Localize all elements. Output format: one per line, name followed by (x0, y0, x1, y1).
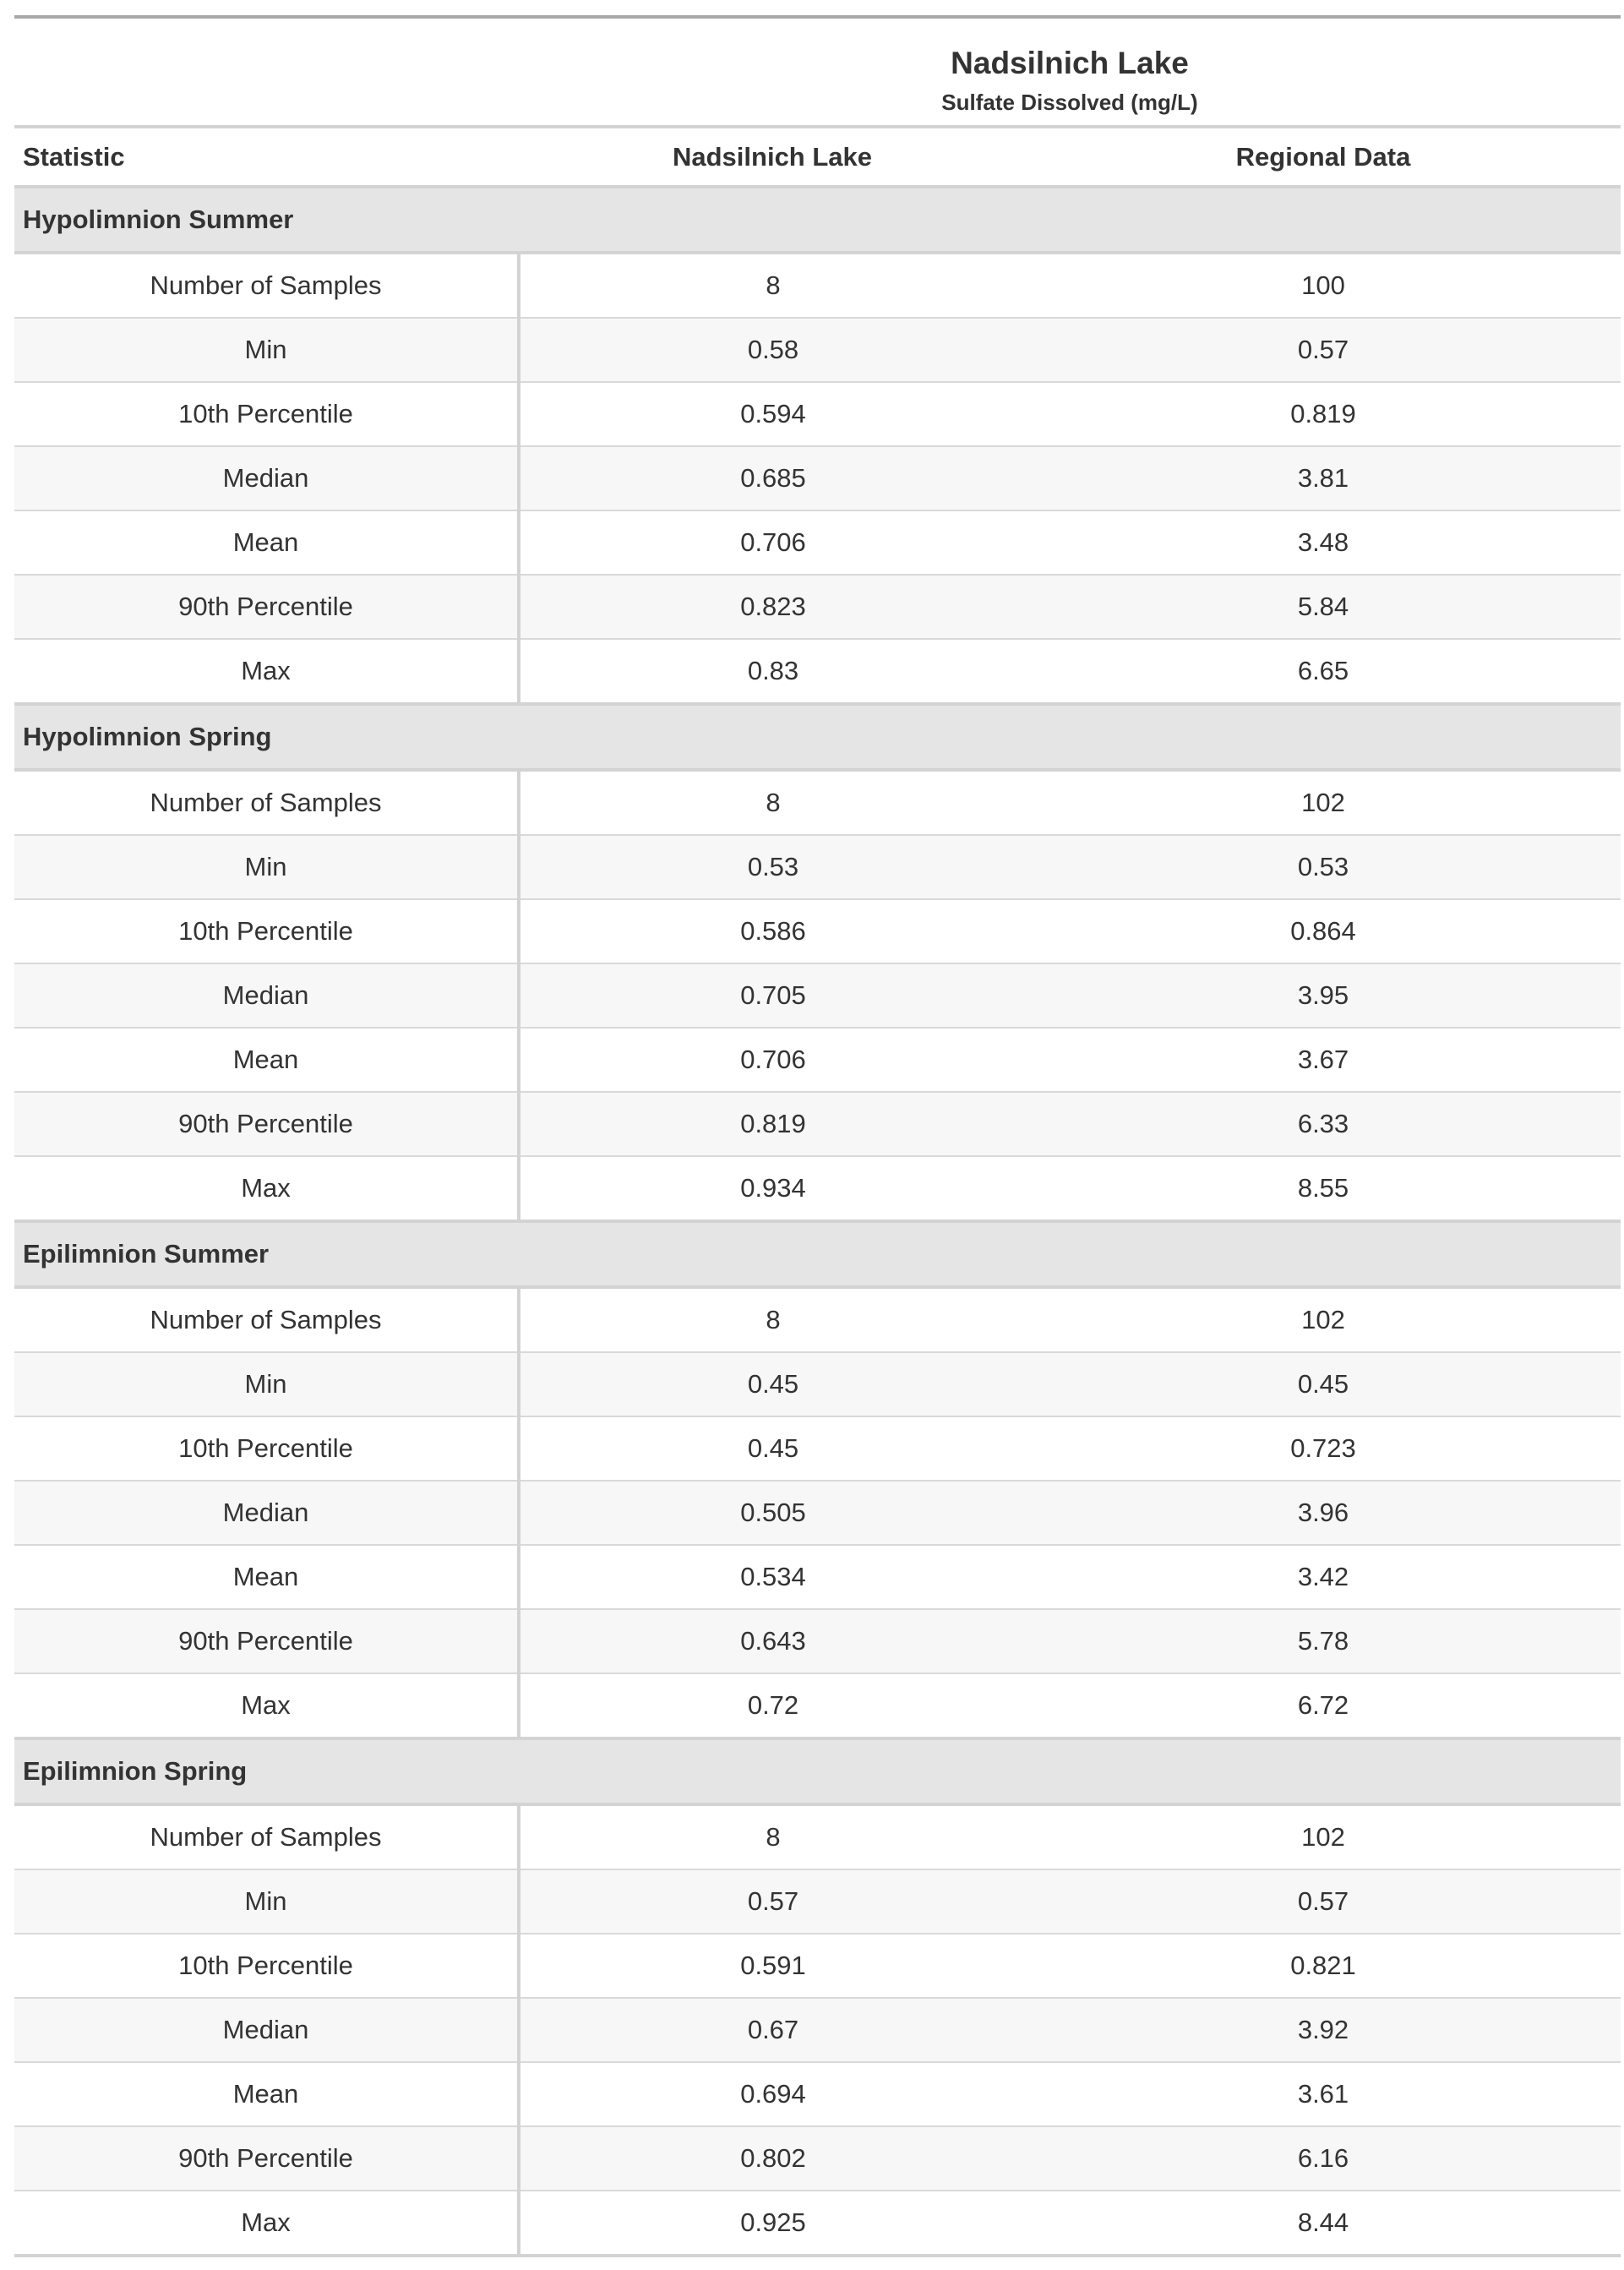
lake-value-cell: 0.72 (519, 1673, 1026, 1738)
regional-value-cell: 5.78 (1026, 1609, 1621, 1673)
regional-value-cell: 6.16 (1026, 2126, 1621, 2191)
statistic-cell: Mean (14, 1028, 519, 1092)
regional-value-cell: 6.33 (1026, 1092, 1621, 1156)
lake-value-cell: 0.83 (519, 639, 1026, 704)
statistic-cell: Max (14, 639, 519, 704)
lake-value-cell: 0.925 (519, 2191, 1026, 2256)
title-row (14, 17, 1621, 88)
lake-value-cell: 0.934 (519, 1156, 1026, 1221)
table-row (14, 1934, 1621, 1998)
regional-value-cell: 100 (1026, 253, 1621, 318)
table-row (14, 2062, 1621, 2126)
table-row (14, 253, 1621, 318)
column-header-regional: Regional Data (1026, 127, 1621, 187)
statistic-cell: Min (14, 1352, 519, 1416)
lake-value-cell: 0.67 (519, 1998, 1026, 2062)
lake-value-cell: 8 (519, 1804, 1026, 1869)
table-row (14, 2126, 1621, 2191)
regional-value-cell: 102 (1026, 1287, 1621, 1352)
table-row (14, 446, 1621, 510)
statistic-cell: Number of Samples (14, 1804, 519, 1869)
table-row (14, 1609, 1621, 1673)
statistic-cell: Mean (14, 510, 519, 575)
group-header-row (14, 1221, 1621, 1287)
statistic-cell: Number of Samples (14, 770, 519, 835)
table-row (14, 1287, 1621, 1352)
statistic-cell: 90th Percentile (14, 1092, 519, 1156)
regional-value-cell: 3.61 (1026, 2062, 1621, 2126)
group-header-row (14, 187, 1621, 253)
table-title: Nadsilnich Lake (951, 46, 1189, 80)
table-row (14, 1869, 1621, 1934)
group-header-row (14, 1738, 1621, 1804)
regional-value-cell: 3.92 (1026, 1998, 1621, 2062)
statistic-cell: Median (14, 446, 519, 510)
regional-value-cell: 0.57 (1026, 318, 1621, 382)
statistic-cell: Mean (14, 1545, 519, 1609)
table-row (14, 770, 1621, 835)
table-row (14, 318, 1621, 382)
summary-statistics-table (14, 15, 1621, 2257)
statistic-cell: Min (14, 318, 519, 382)
regional-value-cell: 6.65 (1026, 639, 1621, 704)
statistic-cell: 10th Percentile (14, 382, 519, 446)
table-row (14, 1092, 1621, 1156)
table-row (14, 1028, 1621, 1092)
regional-value-cell: 102 (1026, 770, 1621, 835)
table-row (14, 1416, 1621, 1481)
statistic-cell: Median (14, 1998, 519, 2062)
statistic-cell: Number of Samples (14, 253, 519, 318)
group-label: Hypolimnion Spring (14, 704, 1621, 770)
lake-value-cell: 0.45 (519, 1352, 1026, 1416)
table-row (14, 382, 1621, 446)
lake-value-cell: 0.534 (519, 1545, 1026, 1609)
lake-value-cell: 0.505 (519, 1481, 1026, 1545)
regional-value-cell: 3.48 (1026, 510, 1621, 575)
lake-value-cell: 0.685 (519, 446, 1026, 510)
table-row (14, 1352, 1621, 1416)
statistic-cell: Max (14, 2191, 519, 2256)
statistic-cell: 10th Percentile (14, 1416, 519, 1481)
statistic-cell: 90th Percentile (14, 2126, 519, 2191)
group-label: Hypolimnion Summer (14, 187, 1621, 253)
column-header-lake: Nadsilnich Lake (519, 127, 1026, 187)
subtitle-cell (519, 88, 1621, 127)
lake-value-cell: 0.594 (519, 382, 1026, 446)
table-row (14, 510, 1621, 575)
table-row (14, 963, 1621, 1028)
lake-value-cell: 0.706 (519, 510, 1026, 575)
regional-value-cell: 102 (1026, 1804, 1621, 1869)
table-row (14, 1481, 1621, 1545)
regional-value-cell: 3.96 (1026, 1481, 1621, 1545)
statistic-cell: Max (14, 1673, 519, 1738)
table-row (14, 1156, 1621, 1221)
statistic-cell: Median (14, 963, 519, 1028)
regional-value-cell: 0.57 (1026, 1869, 1621, 1934)
group-header-row (14, 704, 1621, 770)
lake-value-cell: 0.53 (519, 835, 1026, 899)
lake-value-cell: 0.57 (519, 1869, 1026, 1934)
table-row (14, 575, 1621, 639)
group-label: Epilimnion Summer (14, 1221, 1621, 1287)
table-row (14, 899, 1621, 963)
lake-value-cell: 8 (519, 1287, 1026, 1352)
table-row (14, 1673, 1621, 1738)
regional-value-cell: 3.42 (1026, 1545, 1621, 1609)
column-header-statistic: Statistic (14, 127, 519, 187)
lake-value-cell: 0.586 (519, 899, 1026, 963)
table-row (14, 1804, 1621, 1869)
lake-value-cell: 0.705 (519, 963, 1026, 1028)
lake-value-cell: 0.802 (519, 2126, 1026, 2191)
regional-value-cell: 0.819 (1026, 382, 1621, 446)
lake-value-cell: 0.591 (519, 1934, 1026, 1998)
statistic-cell: Min (14, 1869, 519, 1934)
regional-value-cell: 0.864 (1026, 899, 1621, 963)
lake-value-cell: 0.694 (519, 2062, 1026, 2126)
lake-value-cell: 0.45 (519, 1416, 1026, 1481)
summary-table-container (14, 15, 1621, 2257)
lake-value-cell: 8 (519, 770, 1026, 835)
table-row (14, 835, 1621, 899)
lake-value-cell: 0.58 (519, 318, 1026, 382)
statistic-cell: Median (14, 1481, 519, 1545)
lake-value-cell: 0.643 (519, 1609, 1026, 1673)
table-body (14, 187, 1621, 2256)
statistic-cell: Max (14, 1156, 519, 1221)
regional-value-cell: 8.44 (1026, 2191, 1621, 2256)
subtitle-spacer (14, 88, 519, 127)
statistic-cell: Mean (14, 2062, 519, 2126)
table-subtitle: Sulfate Dissolved (mg/L) (941, 90, 1198, 115)
table-header (14, 17, 1621, 187)
regional-value-cell: 0.45 (1026, 1352, 1621, 1416)
title-spacer (14, 17, 519, 88)
group-label: Epilimnion Spring (14, 1738, 1621, 1804)
table-row (14, 639, 1621, 704)
regional-value-cell: 0.723 (1026, 1416, 1621, 1481)
statistic-cell: 90th Percentile (14, 575, 519, 639)
table-row (14, 1998, 1621, 2062)
regional-value-cell: 3.81 (1026, 446, 1621, 510)
statistic-cell: 90th Percentile (14, 1609, 519, 1673)
lake-value-cell: 0.823 (519, 575, 1026, 639)
regional-value-cell: 5.84 (1026, 575, 1621, 639)
statistic-cell: Min (14, 835, 519, 899)
regional-value-cell: 3.95 (1026, 963, 1621, 1028)
lake-value-cell: 0.819 (519, 1092, 1026, 1156)
title-cell (519, 17, 1621, 88)
column-header-row (14, 127, 1621, 187)
statistic-cell: 10th Percentile (14, 1934, 519, 1998)
subtitle-row (14, 88, 1621, 127)
lake-value-cell: 8 (519, 253, 1026, 318)
statistic-cell: 10th Percentile (14, 899, 519, 963)
table-row (14, 1545, 1621, 1609)
lake-value-cell: 0.706 (519, 1028, 1026, 1092)
regional-value-cell: 8.55 (1026, 1156, 1621, 1221)
regional-value-cell: 3.67 (1026, 1028, 1621, 1092)
regional-value-cell: 6.72 (1026, 1673, 1621, 1738)
statistic-cell: Number of Samples (14, 1287, 519, 1352)
regional-value-cell: 0.53 (1026, 835, 1621, 899)
regional-value-cell: 0.821 (1026, 1934, 1621, 1998)
table-row (14, 2191, 1621, 2256)
